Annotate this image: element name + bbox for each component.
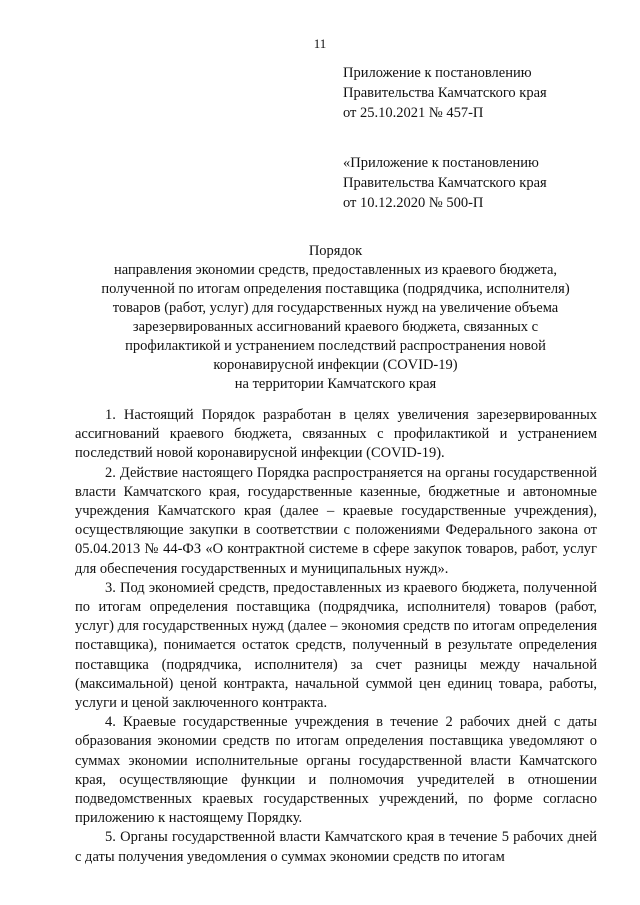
title-line: направления экономии средств, предоставленных из краевого бюджета, bbox=[113, 262, 558, 278]
title-line: товаров (работ, услуг) для государственных нужд на увеличение объема bbox=[112, 300, 559, 316]
title-line: коронавирусной инфекции (COVID-19) bbox=[213, 357, 458, 373]
annex-line: от 10.12.2020 № 500-П bbox=[343, 195, 484, 211]
title-line: Порядок bbox=[308, 243, 363, 259]
title-line: профилактикой и устранением последствий распространения новой bbox=[125, 338, 546, 354]
annex-line: Правительства Камчатского края bbox=[343, 85, 547, 101]
title-line: зарезервированных ассигнований краевого бюджета, связанных с bbox=[132, 319, 539, 335]
paragraph-1: 1. Настоящий Порядок разработан в целях увеличения зарезервированных ассигнований краевого бюджета, связанных с профилактикой и устранением последствий новой коронавирусной инфекции (COVID-19). bbox=[75, 407, 597, 462]
annex-line: от 25.10.2021 № 457-П bbox=[343, 105, 484, 121]
annex-header-current bbox=[343, 63, 603, 123]
paragraph-3: 3. Под экономией средств, предоставленных из краевого бюджета, полученной по итогам определения поставщика (подрядчика, исполнителя) товаров (работ, услуг) для государственных нужд (далее – экономия средств по итогам определения поставщика), понимается остаток средств, полученный в результате определения поставщика (подрядчика, исполнителя) за счет разницы между начальной (максимальной) ценой контракта, начальной суммой цен единиц товара, работы, услуги и ценой заключенного контракта. bbox=[75, 579, 597, 712]
paragraph-5: 5. Органы государственной власти Камчатского края в течение 5 рабочих дней с даты получения уведомления о суммах экономии средств по итогам bbox=[75, 829, 597, 865]
annex-line: «Приложение к постановлению bbox=[343, 155, 539, 171]
body-text bbox=[75, 406, 597, 867]
title-line: полученной по итогам определения поставщика (подрядчика, исполнителя) bbox=[101, 281, 570, 297]
paragraph-2: 2. Действие настоящего Порядка распространяется на органы государственной власти Камчатского края, государственные казенные, бюджетные и автономные учреждения Камчатского края (далее – краевые государственные учреждения), осуществляющие закупки в соответствии с положениями Федерального закона от 05.04.2013 № 44-ФЗ «О контрактной системе в сфере закупок товаров, работ, услуг для обеспечения государственных и муниципальных нужд». bbox=[75, 464, 597, 577]
paragraph-4: 4. Краевые государственные учреждения в течение 2 рабочих дней с даты образования экономии средств по итогам определения поставщика уведомляют о суммах экономии исполнительные органы государственной власти Камчатского края, осуществляющие функции и полномочия учредителей в отношении подведомственных краевых государственных учреждений, по форме согласно приложению к настоящему Порядку. bbox=[75, 714, 597, 827]
annex-header-original bbox=[343, 153, 603, 213]
title-line: на территории Камчатского края bbox=[234, 376, 437, 392]
document-title bbox=[60, 242, 611, 394]
annex-line: Правительства Камчатского края bbox=[343, 175, 547, 191]
page-number: 11 bbox=[313, 36, 327, 51]
annex-line: Приложение к постановлению bbox=[343, 65, 532, 81]
